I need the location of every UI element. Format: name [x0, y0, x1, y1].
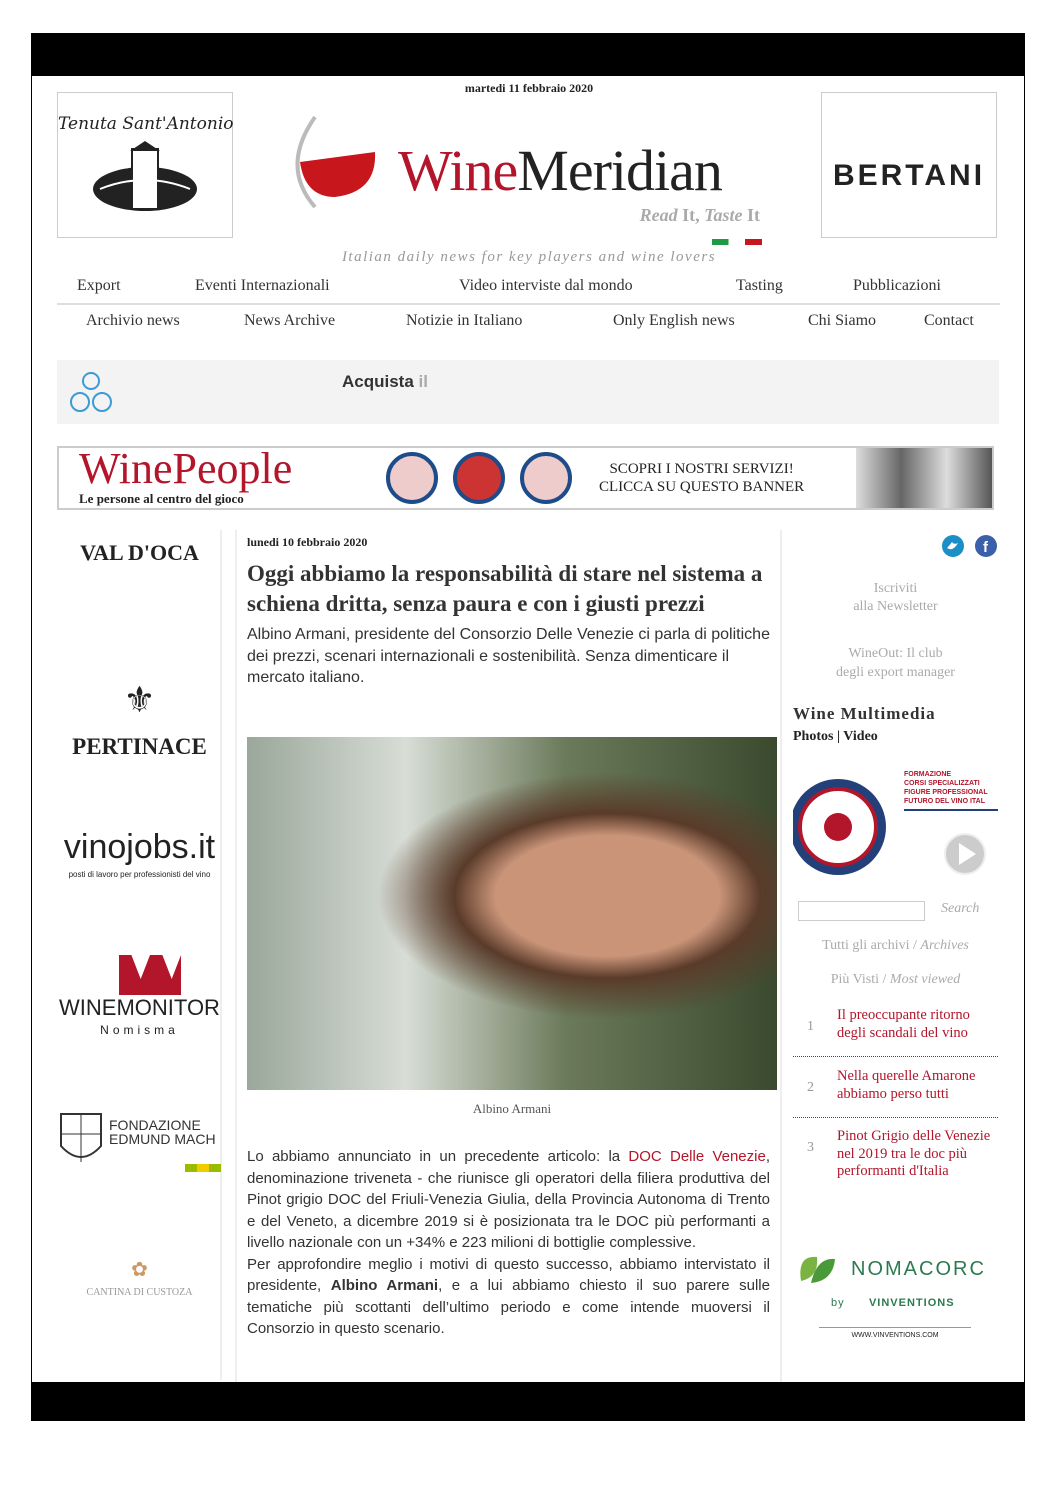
- photos-link[interactable]: Photos: [793, 729, 834, 744]
- wine-people-campus-badge-icon[interactable]: [793, 772, 893, 882]
- newsletter-link[interactable]: Iscriviti alla Newsletter: [853, 581, 938, 614]
- twitter-icon[interactable]: [941, 534, 965, 558]
- article-title[interactable]: Oggi abbiamo la responsabilità di stare nel sistema a schiena dritta, senza paura e con i giusti prezzi: [247, 561, 763, 616]
- sponsor-val-doca[interactable]: VAL D'OCA: [80, 540, 199, 565]
- banner-brand-sub: Le persone al centro del gioco: [79, 491, 244, 506]
- article-photo-albino-armani: [247, 737, 777, 1090]
- article-date: lunedi 10 febbraio 2020: [247, 535, 368, 549]
- most-viewed-item[interactable]: 2 Nella querelle Amarone abbiamo perso tutti: [793, 1068, 998, 1118]
- nav-english[interactable]: Only English news: [613, 312, 735, 329]
- nav-italiano[interactable]: Notizie in Italiano: [406, 312, 523, 329]
- archives-link[interactable]: Tutti gli archivi / Archives: [822, 938, 969, 953]
- sponsor-bertani[interactable]: [821, 92, 997, 238]
- search-input[interactable]: [798, 901, 925, 921]
- left-sponsor-column: [57, 530, 222, 1380]
- wine-multimedia-heading: Wine Multimedia: [793, 704, 936, 723]
- sponsor-name: Tenuta Sant'Antonio: [58, 114, 234, 134]
- wineout-link[interactable]: WineOut: Il club degli export manager: [836, 646, 955, 680]
- search-button[interactable]: Search: [941, 901, 980, 916]
- logo-meridian: Meridian: [517, 138, 722, 203]
- article-header: [247, 559, 777, 689]
- vinojobs-tagline: posti di lavoro per professionisti del vino: [68, 870, 211, 879]
- banner-cta-2: CLICCA SU QUESTO BANNER: [599, 479, 805, 495]
- ad-text-suffix: il: [418, 372, 428, 391]
- facebook-icon[interactable]: [974, 534, 998, 558]
- sponsor-pertinace[interactable]: PERTINACE: [72, 734, 207, 759]
- ad-text: Acquista: [342, 372, 414, 391]
- most-viewed-item[interactable]: 3 Pinot Grigio delle Venezie nel 2019 tra le doc più performanti d'Italia: [807, 1128, 991, 1179]
- circles-logo-icon: [69, 370, 113, 414]
- nav-chi-siamo[interactable]: Chi Siamo: [808, 312, 877, 329]
- play-icon[interactable]: [943, 832, 987, 876]
- badge-icons: [384, 450, 584, 506]
- sponsor-custoza[interactable]: CANTINA DI CUSTOZA: [86, 1287, 193, 1298]
- photo-caption: Albino Armani: [472, 1101, 552, 1116]
- svg-text:f: f: [983, 539, 988, 556]
- crest-icon: ⚜: [123, 680, 156, 720]
- custoza-flower-icon: ✿: [131, 1259, 148, 1281]
- campus-text: FORMAZIONE CORSI SPECIALIZZATI FIGURE PROFESSIONAL FUTURO DEL VINO ITAL: [904, 770, 998, 811]
- nav-divider: [57, 303, 1000, 305]
- winemonitor-logo-icon: [119, 955, 181, 995]
- banner-people-photo: [856, 448, 992, 508]
- sponsor-tenuta-sant-antonio[interactable]: [57, 92, 233, 238]
- logo-wine: Wine: [398, 138, 518, 203]
- top-black-bar: [31, 33, 1025, 76]
- sponsor-vinojobs[interactable]: vinojobs.it: [63, 828, 216, 866]
- sponsor-winemonitor[interactable]: WINEMONITOR: [59, 995, 220, 1020]
- nomisma: Nomisma: [100, 1023, 179, 1037]
- nav-export[interactable]: Export: [77, 277, 121, 294]
- leaf-icon: [797, 1251, 837, 1287]
- site-subtitle: Italian daily news for key players and wine lovers: [341, 249, 717, 265]
- nav-eventi[interactable]: Eventi Internazionali: [195, 277, 330, 294]
- nav-tasting[interactable]: Tasting: [736, 277, 783, 294]
- winepeople-banner[interactable]: [57, 446, 994, 510]
- bottom-black-bar: [31, 1382, 1025, 1421]
- most-viewed-heading: Più Visti / Most viewed: [830, 972, 961, 987]
- sponsor-fondazione-mach[interactable]: FONDAZIONE EDMUND MACH: [109, 1117, 216, 1147]
- nav-archive[interactable]: News Archive: [244, 312, 336, 329]
- fondazione-crest-icon: [57, 1110, 105, 1170]
- doc-delle-venezie-link[interactable]: DOC Delle Venezie: [628, 1148, 766, 1165]
- sponsor-name: BERTANI: [832, 159, 986, 192]
- logo-tagline: Read It, Taste It: [639, 205, 760, 225]
- most-viewed-item[interactable]: 1 Il preoccupante ritorno degli scandali del vino: [793, 1007, 998, 1057]
- nav-video[interactable]: Video interviste dal mondo: [459, 277, 633, 294]
- italian-flag-icon: [712, 239, 762, 245]
- banner-brand: WinePeople: [79, 444, 293, 493]
- article-body: Lo abbiamo annunciato in un precedente articolo: la DOC Delle Venezie, denominazione triveneta - che riunisce gli operatori della filiera produttiva del Pinot grigio DOC del Friuli-Venezia Giulia, della Provincia Autonoma di Trento e del Veneto, a dicembre 2019 si è posizionata tra le DOC più performanti a livello nazionale con un +34% e 223 milioni di bottiglie complessive. Per approfondire meglio i motivi di questo successo, abbiamo intervistato il presidente, Albino Armani, e a lui abbiamo chiesto il suo parere sulle tematiche più scottanti dell’ultimo periodo e come intende muoversi il Consorzio in questo scenario.: [247, 1148, 770, 1337]
- ad-bar[interactable]: [57, 360, 999, 424]
- mach-color-bar: [185, 1164, 221, 1172]
- video-link[interactable]: Video: [843, 729, 878, 744]
- wine-glass-globe-icon: [285, 112, 380, 242]
- nav-contact[interactable]: Contact: [924, 312, 974, 329]
- current-date: martedi 11 febbraio 2020: [464, 81, 594, 95]
- banner-badges: [384, 450, 584, 511]
- nav-archivio[interactable]: Archivio news: [86, 312, 180, 329]
- nomacorc-ad[interactable]: NOMACORC by VINVENTIONS WWW.VINVENTIONS.COM: [793, 1245, 998, 1345]
- wine-meridian-logo[interactable]: [285, 112, 765, 252]
- article-summary: Albino Armani, presidente del Consorzio Delle Venezie ci parla di politiche dei prezzi, scenari internazionali e sostenibilità. Senza dimenticare il mercato italiano.: [247, 626, 770, 686]
- tower-logo-icon: [90, 141, 200, 217]
- nav-pubblicazioni[interactable]: Pubblicazioni: [853, 277, 941, 294]
- banner-cta-1: SCOPRI I NOSTRI SERVIZI!: [609, 461, 794, 477]
